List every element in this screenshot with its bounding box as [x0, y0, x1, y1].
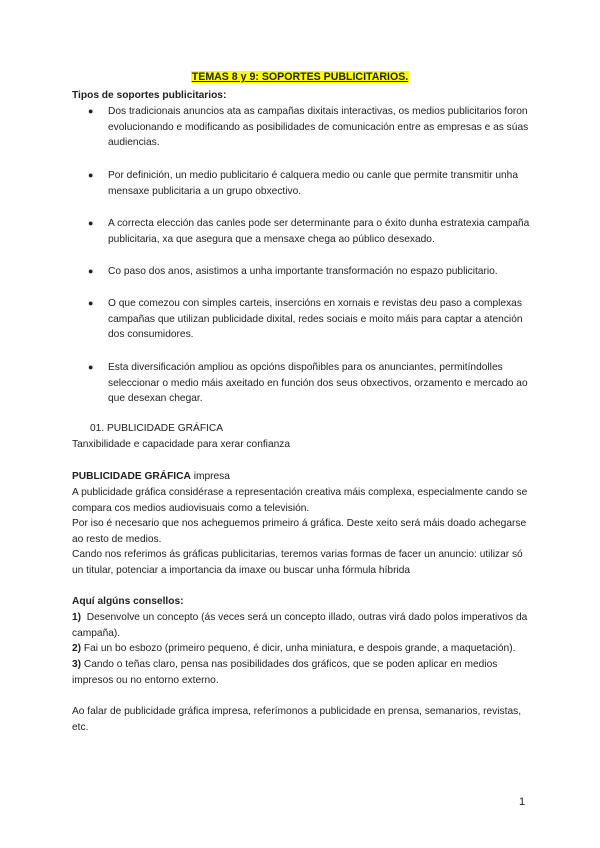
document-title: TEMAS 8 y 9: SOPORTES PUBLICITARIOS. — [191, 71, 409, 83]
bullet-item: O que comezou con simples carteis, insercións en xornais e revistas deu paso a complexas campañas que utilizan publicidade dixital, redes sociais e moito máis para captar a atención dos consumidores. — [108, 298, 523, 341]
sub-heading-impresa: PUBLICIDADE GRÁFICA impresa — [72, 471, 230, 482]
bullet-dot: ● — [88, 362, 94, 372]
bullet-dot: ● — [88, 298, 94, 308]
paragraph: Cando nos referimos ás gráficas publicitarias, teremos varias formas de facer un anuncio: utilizar só un titular, potenciar a importancia da imaxe ou buscar unha fórmula híbrida — [72, 549, 523, 576]
paragraph: A publicidade gráfica considérase a representación creativa máis complexa, especialmente cando se compara cos medios audiovisuais como a televisión. — [72, 487, 528, 514]
bullet-item: Esta diversificación ampliou as opcións dispoñibles para os anunciantes, permitíndolles seleccionar o medio máis axeitado en función dos seus obxectivos, orzamento e mercado ao que desexan chegar. — [108, 362, 528, 405]
bullet-dot: ● — [88, 106, 94, 116]
tip-item: 1) Desenvolve un concepto (ás veces será un concepto illado, outras virá dado polos imperativos da campaña). — [72, 612, 528, 639]
bullet-dot: ● — [88, 170, 94, 180]
section-heading-publicidade-grafica: 01. PUBLICIDADE GRÁFICA — [90, 423, 224, 434]
section-subtitle: Tanxibilidade e capacidade para xerar confianza — [72, 439, 291, 450]
bullet-item: A correcta elección das canles pode ser determinante para o éxito dunha estratexia campaña publicitaria, xa que asegura que a mensaxe chega ao público desexado. — [108, 218, 530, 245]
bullet-item: Dos tradicionais anuncios ata as campañas dixitais interactivas, os medios publicitarios foron evolucionando e modificando as posibilidades de comunicación entre as empresas e as súas audiencias. — [108, 106, 529, 149]
bullet-item: Co paso dos anos, asistimos a unha importante transformación no espazo publicitario. — [108, 266, 498, 277]
page-number: 1 — [519, 796, 526, 808]
tip-item: 3) Cando o teñas claro, pensa nas posibilidades dos gráficos, que se poden aplicar en medios impresos ou no entorno externo. — [72, 659, 498, 686]
tip-item: 2) Fai un bo esbozo (primeiro pequeno, é dicir, unha miniatura, e despois grande, a maquetación). — [72, 643, 516, 654]
section-heading-tipos: Tipos de soportes publicitarios: — [72, 90, 227, 101]
paragraph: Por iso é necesario que nos acheguemos primeiro á gráfica. Deste xeito será máis doado achegarse ao resto de medios. — [72, 518, 527, 545]
bullet-dot: ● — [88, 266, 94, 276]
closing-paragraph: Ao falar de publicidade gráfica impresa, referímonos a publicidade en prensa, semanarios, revistas, etc. — [72, 706, 522, 733]
bullet-dot: ● — [88, 218, 94, 228]
bullet-item: Por definición, un medio publicitario é calquera medio ou canle que permite transmitir unha mensaxe publicitaria a un grupo obxectivo. — [108, 170, 518, 197]
tips-heading: Aquí algúns consellos: — [72, 596, 184, 607]
